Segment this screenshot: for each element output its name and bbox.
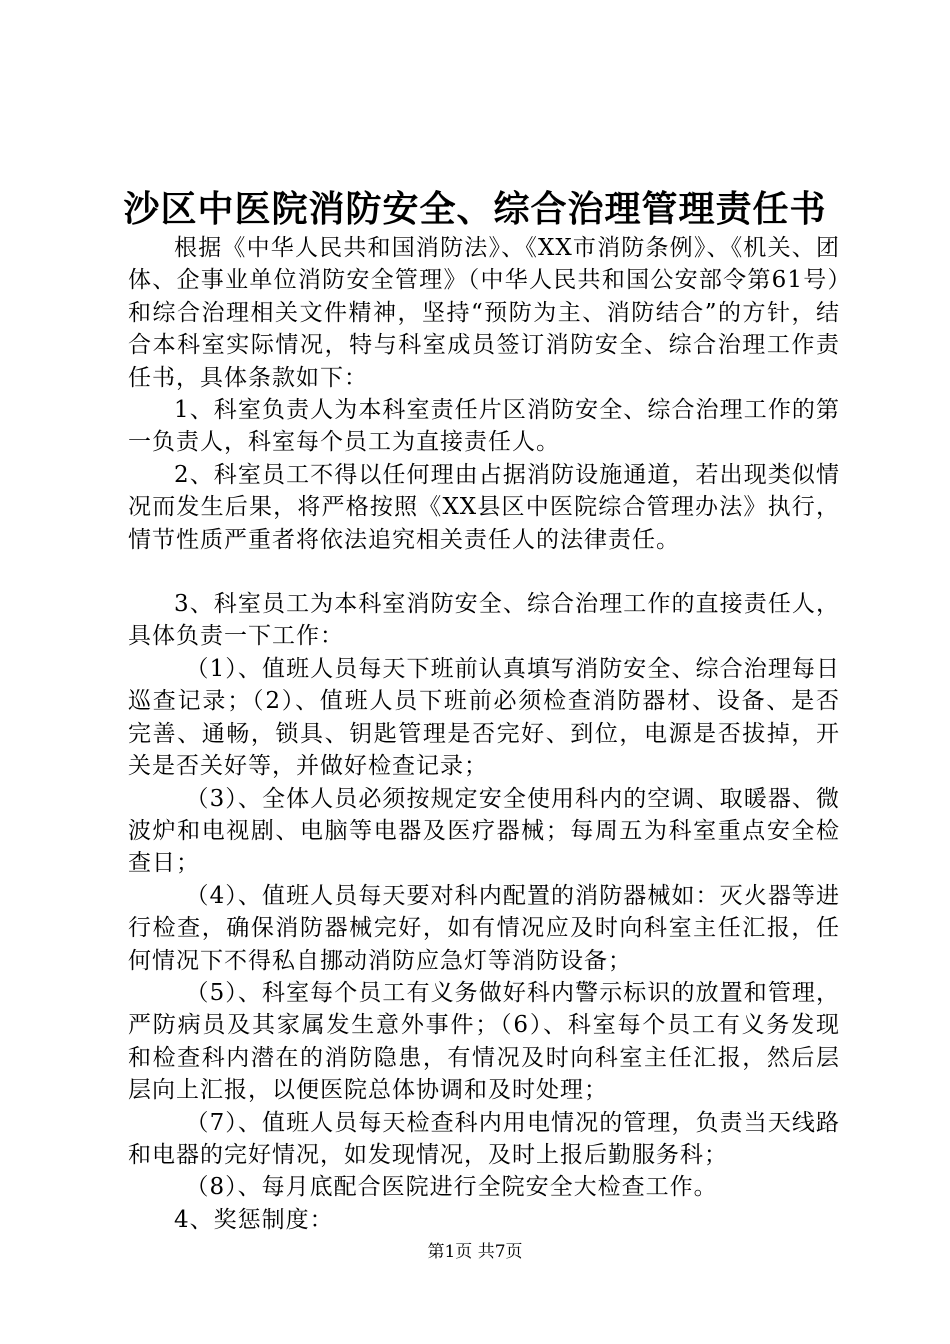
paragraph-item-7: （7）、值班人员每天检查科内用电情况的管理，负责当天线路和电器的完好情况，如发现情况，及时上报后勤服务科； — [128, 1109, 840, 1168]
paragraph-clause-2: 2、科室员工不得以任何理由占据消防设施通道，若出现类似情况而发生后果，将严格按照《XX县区中医院综合管理办法》执行，情节性质严重者将依法追究相关责任人的法律责任。 — [128, 461, 840, 553]
paragraph-item-5-6: （5）、科室每个员工有义务做好科内警示标识的放置和管理，严防病员及其家属发生意外事件；（6）、科室每个员工有义务发现和检查科内潜在的消防隐患，有情况及时向科室主任汇报，然后层层向上汇报，以便医院总体协调和及时处理； — [128, 979, 840, 1104]
page-footer: 第1页 共7页 — [427, 1242, 523, 1262]
paragraph-item-3: （3）、全体人员必须按规定安全使用科内的空调、取暖器、微波炉和电视剧、电脑等电器及医疗器械；每周五为科室重点安全检查日； — [128, 785, 840, 877]
paragraph-clause-1: 1、科室负责人为本科室责任片区消防安全、综合治理工作的第一负责人，科室每个员工为直接责任人。 — [128, 397, 840, 456]
paragraph-item-1-2: （1）、值班人员每天下班前认真填写消防安全、综合治理每日巡查记录；（2）、值班人员下班前必须检查消防器材、设备、是否完善、通畅，锁具、钥匙管理是否完好、到位，电源是否拔掉，开关是否关好等，并做好检查记录； — [128, 655, 840, 780]
document-body — [128, 232, 840, 1236]
paragraph-item-4: （4）、值班人员每天要对科内配置的消防器械如：灭火器等进行检查，确保消防器械完好，如有情况应及时向科室主任汇报，任何情况下不得私自挪动消防应急灯等消防设备； — [128, 882, 840, 974]
paragraph-gap — [128, 556, 840, 588]
document-title: 沙区中医院消防安全、综合治理管理责任书 — [123, 188, 827, 230]
paragraph-item-8: （8）、每月底配合医院进行全院安全大检查工作。 — [185, 1174, 718, 1201]
paragraph-clause-3: 3、科室员工为本科室消防安全、综合治理工作的直接责任人，具体负责一下工作： — [128, 591, 840, 650]
paragraph-clause-4: 4、奖惩制度： — [174, 1206, 334, 1233]
paragraph-intro: 根据《中华人民共和国消防法》、《XX市消防条例》、《机关、团体、企事业单位消防安全管理》（中华人民共和国公安部令第61号）和综合治理相关文件精神，坚持“预防为主、消防结合”的方针，结合本科室实际情况，特与科室成员签订消防安全、综合治理工作责任书，具体条款如下： — [128, 235, 840, 391]
